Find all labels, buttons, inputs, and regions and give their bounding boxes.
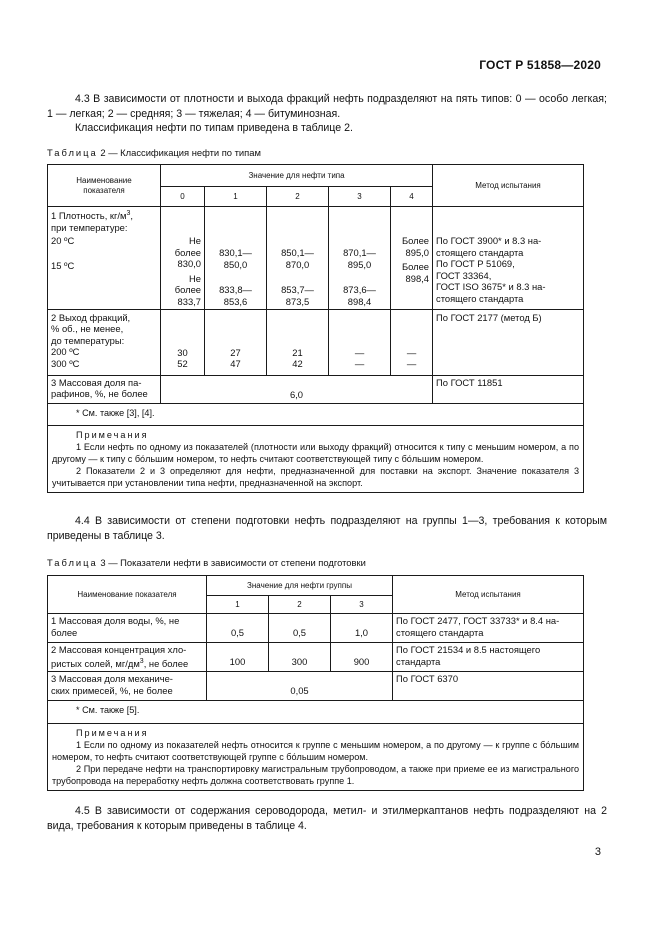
table-3-row-chlorides — [48, 643, 584, 672]
table-3-chlorides-method: По ГОСТ 21534 и 8.5 настоящего стандарта — [393, 643, 584, 672]
table-3-impurities-method: По ГОСТ 6370 — [393, 672, 584, 701]
table-2-fractions-type-3: — — — [329, 309, 391, 375]
table-3-label: Таблица — [47, 557, 98, 568]
table-3-note-1: 1 Если по одному из показателей нефть относится к группе с меньшим номером, а по другому — к группе с бо́льшим номером, то нефть считают соответствующей группе с бо́льшим номером. — [52, 739, 580, 762]
table-2-density-type-2: 850,1—870,0 853,7—873,5 — [267, 207, 329, 310]
table-2-header-method: Метод испытания — [433, 165, 584, 207]
paragraph-4-4: 4.4 В зависимости от степени подготовки нефть подразделяют на группы 1—3, требования к которым приведены в таблице 3. — [47, 515, 607, 542]
table-2-fractions-type-1: 27 47 — [205, 309, 267, 375]
table-3-note-2: 2 При передаче нефти на транспортировку магистральным трубопроводом, а также при приеме ее из магистрального трубопровода на переработку нефть должна соответствовать группе 1. — [52, 763, 580, 786]
page-number: 3 — [594, 846, 601, 858]
table-3-title: 3 — Показатели нефти в зависимости от степени подготовки — [100, 557, 366, 568]
table-2-density-type-3: 870,1—895,0 873,6—898,4 — [329, 207, 391, 310]
section-4-4 — [47, 514, 607, 543]
table-2-density-method: По ГОСТ 3900* и 8.3 на- стоящего стандарта По ГОСТ Р 51069, ГОСТ 33364, ГОСТ ISO 3675* и 8.3 на- стоящего стандарта — [433, 207, 584, 310]
table-2-row-fractions — [48, 309, 584, 375]
table-2-type-4: 4 — [391, 187, 433, 207]
table-2-density-type-0: Не более 830,0 Не более 833,7 — [161, 207, 205, 310]
table-2-header-value: Значение для нефти типа — [161, 165, 433, 187]
table-3-row-water-name: 1 Массовая доля воды, %, не более — [48, 614, 207, 643]
table-3-row-water — [48, 614, 584, 643]
table-2-row-paraffin-name: 3 Массовая доля па- рафинов, %, не более — [48, 375, 161, 403]
table-2-density-type-1: 830,1—850,0 833,8—853,6 — [205, 207, 267, 310]
table-2-density-type-4: Более 895,0 Более 898,4 — [391, 207, 433, 310]
section-4-3 — [47, 92, 607, 136]
table-2-label: Таблица — [47, 147, 98, 158]
table-2-fractions-type-4: — — — [391, 309, 433, 375]
table-3 — [47, 575, 584, 791]
paragraph-4-5: 4.5 В зависимости от содержания сероводорода, метил- и этилмеркаптанов нефть подразделяют на 2 вида, требования к которым приведены в таблице 4. — [47, 805, 607, 832]
table-3-chlorides-group-3: 900 — [331, 643, 393, 672]
table-3-row-impurities-name: 3 Массовая доля механиче- ских примесей, %, не более — [48, 672, 207, 701]
table-3-notes-row — [48, 723, 584, 790]
table-3-water-method: По ГОСТ 2477, ГОСТ 33733* и 8.4 на- стоящего стандарта — [393, 614, 584, 643]
table-3-notes-title: Примечания — [76, 727, 149, 738]
table-2-caption — [47, 147, 261, 158]
table-2 — [47, 164, 584, 493]
table-2-row-paraffin — [48, 375, 584, 403]
section-4-5 — [47, 804, 607, 833]
table-2-notes-row — [48, 426, 584, 493]
table-3-caption — [47, 557, 366, 568]
table-2-note-1: 1 Если нефть по одному из показателей (плотности или выходу фракций) относится к типу с меньшим номером, а по другому — к типу с бо́льшим номером, то нефть считают соответствующей типу с бо́льшим номером. — [52, 442, 580, 465]
table-2-row-density-name: 1 Плотность, $кг/м^3$, при температуре: 20 ºC 15 ºC — [48, 207, 161, 310]
table-3-group-2: 2 — [269, 596, 331, 614]
table-2-notes — [48, 426, 584, 493]
table-3-group-3: 3 — [331, 596, 393, 614]
table-3-chlorides-group-1: 100 — [207, 643, 269, 672]
table-2-type-3: 3 — [329, 187, 391, 207]
paragraph-table2-ref: Классификация нефти по типам приведена в таблице 2. — [75, 122, 353, 134]
table-2-paraffin-value: 6,0 — [161, 375, 433, 403]
table-2-paraffin-method: По ГОСТ 11851 — [433, 375, 584, 403]
table-2-footnote-row — [48, 403, 584, 426]
table-2-notes-title: Примечания — [76, 430, 149, 441]
table-2-header-name: Наименование показателя — [48, 165, 161, 207]
table-2-row-fractions-name: 2 Выход фракций, % об., не менее, до температуры: 200 ºC 300 ºC — [48, 309, 161, 375]
table-3-group-1: 1 — [207, 596, 269, 614]
table-2-type-0: 0 — [161, 187, 205, 207]
table-2-note-2: 2 Показатели 2 и 3 определяют для нефти, предназначенной для поставки на экспорт. Значение показателя 3 учитывается при установлении типа нефти, предназначенной на экспорт. — [52, 466, 580, 489]
table-3-chlorides-group-2: 300 — [269, 643, 331, 672]
table-3-header-value: Значение для нефти группы — [207, 576, 393, 596]
table-3-water-group-2: 0,5 — [269, 614, 331, 643]
table-3-header-name: Наименование показателя — [48, 576, 207, 614]
table-2-fractions-type-0: 30 52 — [161, 309, 205, 375]
table-3-row-impurities — [48, 672, 584, 701]
table-3-impurities-value: 0,05 — [207, 672, 393, 701]
table-3-notes — [48, 723, 584, 790]
table-3-header-method: Метод испытания — [393, 576, 584, 614]
table-2-footnote: * См. также [3], [4]. — [48, 403, 584, 426]
table-3-water-group-3: 1,0 — [331, 614, 393, 643]
paragraph-4-3: 4.3 В зависимости от плотности и выхода фракций нефть подразделяют на пять типов: 0 — особо легкая; 1 — легкая; 2 — средняя; 3 — тяжелая; 4 — битуминозная. — [47, 93, 607, 120]
document-header: ГОСТ Р 51858—2020 — [479, 58, 601, 72]
table-2-fractions-method: По ГОСТ 2177 (метод Б) — [433, 309, 584, 375]
table-2-fractions-type-2: 21 42 — [267, 309, 329, 375]
table-2-type-1: 1 — [205, 187, 267, 207]
table-2-row-density — [48, 207, 584, 310]
table-3-row-chlorides-name: 2 Массовая концентрация хло- ристых солей, $мг/дм^3$, не более — [48, 643, 207, 672]
table-3-footnote-row — [48, 701, 584, 724]
table-2-type-2: 2 — [267, 187, 329, 207]
table-2-title: 2 — Классификация нефти по типам — [100, 147, 261, 158]
table-3-water-group-1: 0,5 — [207, 614, 269, 643]
table-3-footnote: * См. также [5]. — [48, 701, 584, 724]
